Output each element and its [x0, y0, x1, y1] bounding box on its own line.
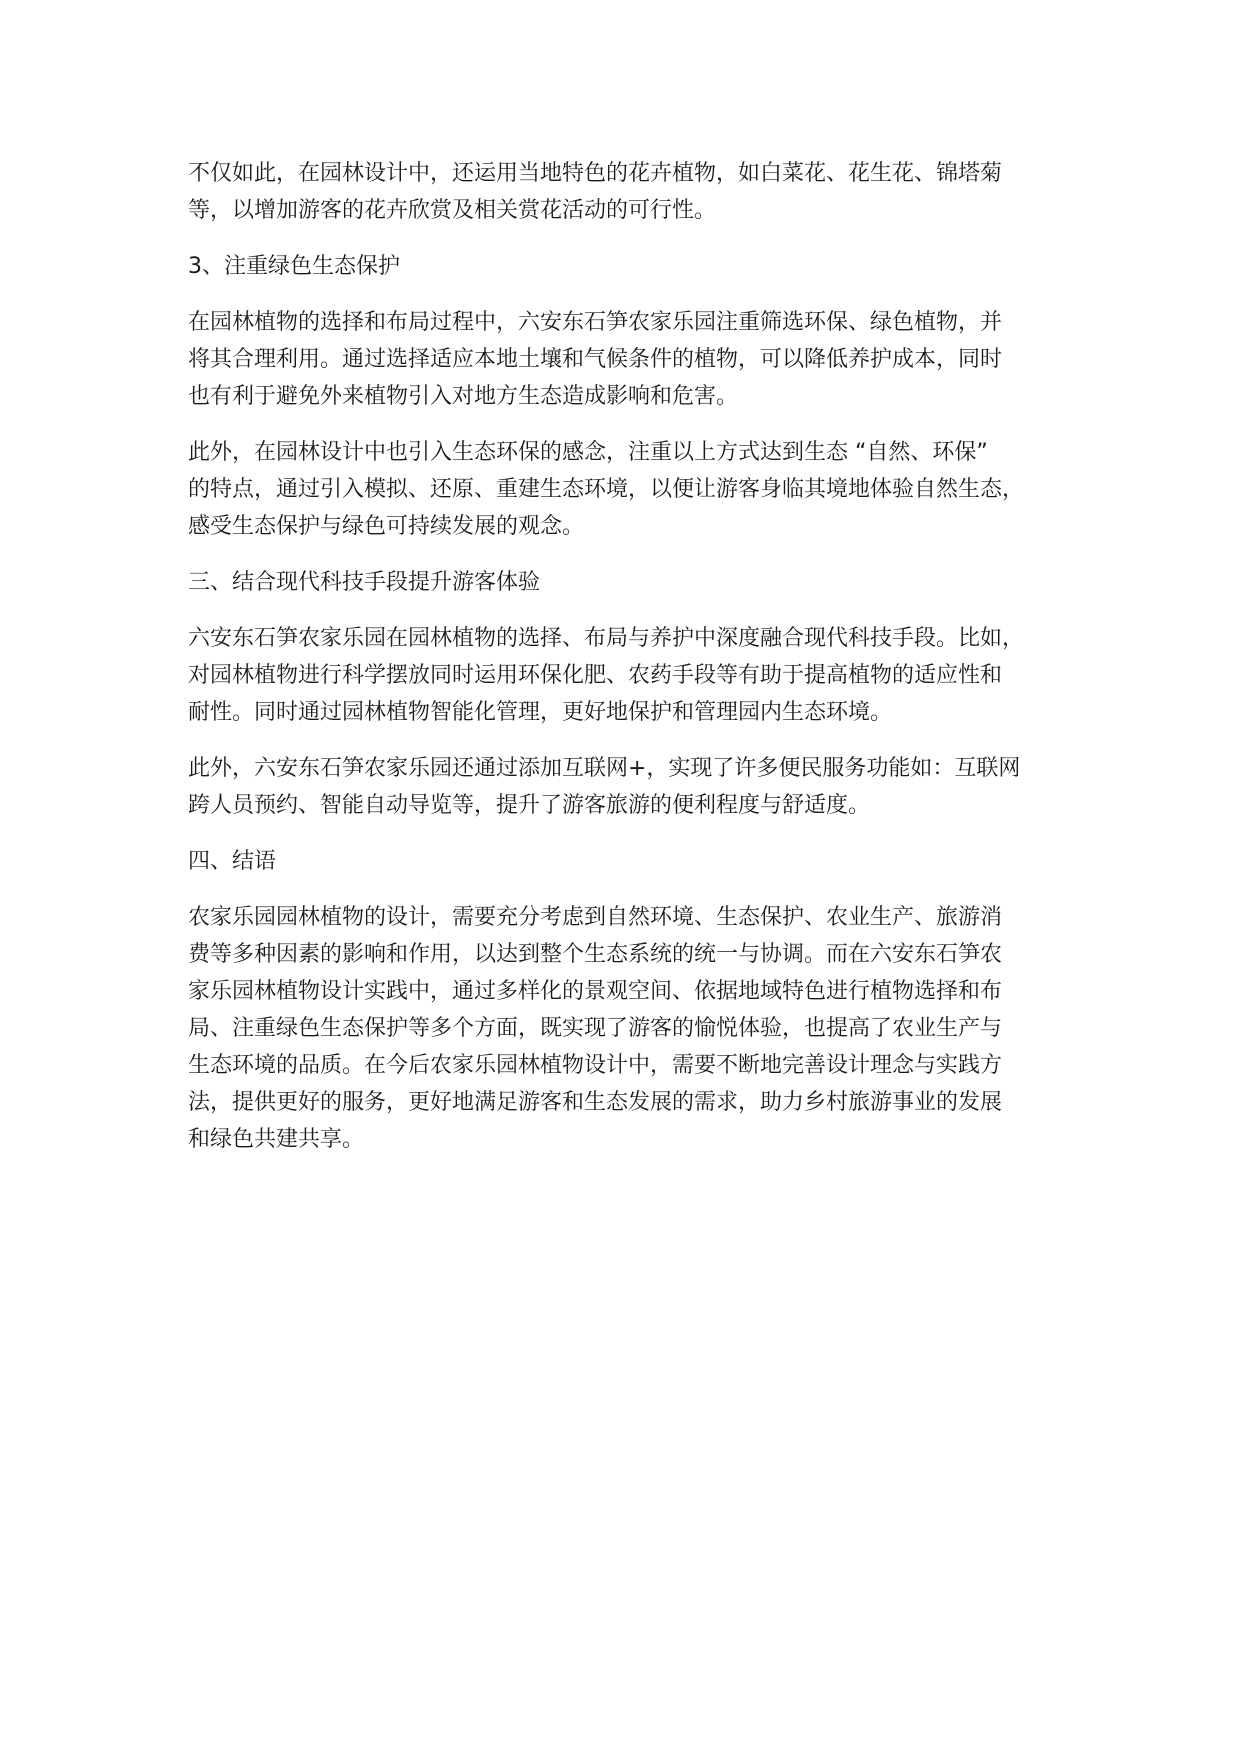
document-body	[188, 155, 1078, 1177]
text-line: 费等多种因素的影响和作用，以达到整个生态系统的统一与协调。而在六安东石笋农	[188, 942, 1003, 967]
text-line: 家乐园林植物设计实践中，通过多样化的景观空间、依据地域特色进行植物选择和布	[188, 979, 1003, 1004]
paragraph-plant-selection	[188, 304, 1078, 415]
text-line: 不仅如此，在园林设计中，还运用当地特色的花卉植物，如白菜花、花生花、锦塔菊	[188, 161, 1003, 186]
text-line: 对园林植物进行科学摆放同时运用环保化肥、农药手段等有助于提高植物的适应性和	[188, 663, 1003, 688]
heading-text: 四、结语	[188, 849, 277, 874]
text-line: 在园林植物的选择和布局过程中，六安东石笋农家乐园注重筛选环保、绿色植物，并	[188, 310, 1003, 335]
text-line: 局、注重绿色生态保护等多个方面，既实现了游客的愉悦体验，也提高了农业生产与	[188, 1016, 1003, 1041]
paragraph-internet-services	[188, 750, 1078, 824]
section-heading-technology	[188, 564, 1078, 601]
text-line: 六安东石笋农家乐园在园林植物的选择、布局与养护中深度融合现代科技手段。比如，	[188, 626, 1025, 651]
heading-text: 3、注重绿色生态保护	[188, 254, 400, 279]
text-line: 法，提供更好的服务，更好地满足游客和生态发展的需求，助力乡村旅游事业的发展	[188, 1090, 1003, 1115]
text-line: 将其合理利用。通过选择适应本地土壤和气候条件的植物，可以降低养护成本，同时	[188, 347, 1003, 372]
paragraph-conclusion	[188, 899, 1078, 1158]
section-heading-conclusion	[188, 843, 1078, 880]
heading-text: 三、结合现代科技手段提升游客体验	[188, 570, 541, 595]
text-line: 也有利于避免外来植物引入对地方生态造成影响和危害。	[188, 384, 739, 409]
paragraph-eco-concept	[188, 434, 1078, 545]
text-line: 耐性。同时通过园林植物智能化管理，更好地保护和管理园内生态环境。	[188, 700, 893, 725]
text-line: 感受生态保护与绿色可持续发展的观念。	[188, 514, 585, 539]
paragraph-flowers	[188, 155, 1078, 229]
text-line: 和绿色共建共享。	[188, 1127, 365, 1152]
text-line: 等，以增加游客的花卉欣赏及相关赏花活动的可行性。	[188, 198, 717, 223]
text-line: 此外，六安东石笋农家乐园还通过添加互联网+，实现了许多便民服务功能如：互联网	[188, 756, 1021, 781]
text-line: 跨人员预约、智能自动导览等，提升了游客旅游的便利程度与舒适度。	[188, 793, 871, 818]
text-line: 农家乐园园林植物的设计，需要充分考虑到自然环境、生态保护、农业生产、旅游消	[188, 905, 1003, 930]
section-heading-green-ecology	[188, 248, 1078, 285]
text-line: 生态环境的品质。在今后农家乐园林植物设计中，需要不断地完善设计理念与实践方	[188, 1053, 1003, 1078]
text-line: 的特点，通过引入模拟、还原、重建生态环境，以便让游客身临其境地体验自然生态，	[188, 477, 1025, 502]
text-line: 此外，在园林设计中也引入生态环保的感念，注重以上方式达到生态 “自然、环保”	[188, 440, 988, 465]
paragraph-tech-integration	[188, 620, 1078, 731]
